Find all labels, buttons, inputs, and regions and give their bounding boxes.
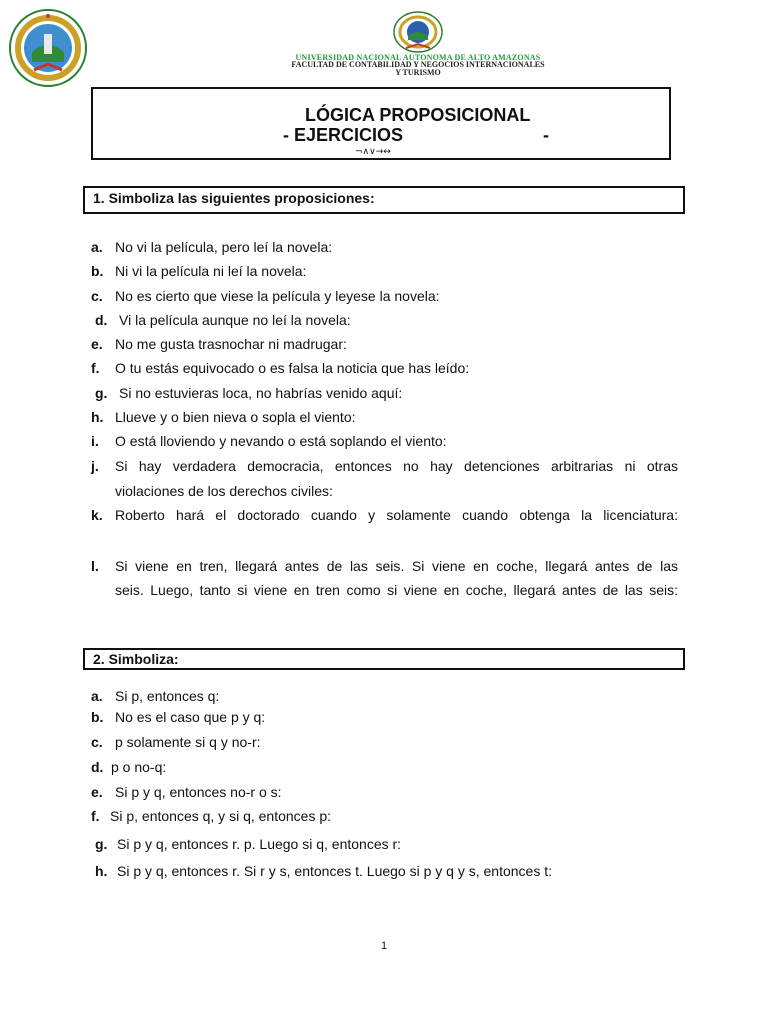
item-letter: e. — [91, 336, 103, 352]
item-letter: i. — [91, 433, 99, 449]
faculty-line-1: FACULTAD DE CONTABILIDAD Y NEGOCIOS INTERNACIONALES — [291, 60, 545, 69]
item-letter: g. — [95, 836, 108, 852]
item-letter: c. — [91, 288, 103, 304]
subtitle-dash: - — [543, 125, 549, 145]
page-title: LÓGICA PROPOSICIONAL — [305, 105, 531, 125]
list-item — [91, 454, 678, 504]
item-text-line-1: Si viene en tren, llegará antes de las seis. Si viene en coche, llegará antes de las — [115, 558, 678, 574]
item-letter: d. — [95, 312, 108, 328]
section-2-box — [83, 648, 685, 670]
item-text: p o no-q: — [111, 759, 167, 775]
item-text: Si p y q, entonces r. p. Luego si q, entonces r: — [117, 836, 402, 852]
university-crest-icon — [392, 10, 444, 54]
item-text: O tu estás equivocado o es falsa la noticia que has leído: — [115, 360, 470, 376]
item-text: No es el caso que p y q: — [115, 709, 266, 725]
logic-symbols: ¬∧∨→↔ — [355, 147, 391, 157]
item-text: Si p, entonces q: — [115, 688, 220, 704]
item-text-line-2: seis. Luego, tanto si viene en tren como si viene en coche, llegará antes de las seis: — [115, 582, 678, 598]
item-text: Si no estuvieras loca, no habrías venido aquí: — [119, 385, 403, 401]
item-letter: f. — [91, 360, 100, 376]
item-letter: h. — [95, 863, 108, 879]
item-text: Llueve y o bien nieva o sopla el viento: — [115, 409, 356, 425]
item-text-line-1: Si hay verdadera democracia, entonces no hay detenciones arbitrarias ni otras — [115, 458, 678, 474]
university-name: UNIVERSIDAD NACIONAL AUTONOMA DE ALTO AMAZONAS — [295, 53, 541, 62]
item-letter: d. — [91, 759, 104, 775]
section-1-heading: 1. Simboliza las siguientes proposiciones: — [93, 190, 375, 206]
item-text: No me gusta trasnochar ni madrugar: — [115, 336, 347, 352]
item-text: Ni vi la película ni leí la novela: — [115, 263, 307, 279]
university-seal-icon — [8, 8, 88, 88]
item-text: Roberto hará el doctorado cuando y solamente cuando obtenga la licenciatura: — [115, 507, 678, 523]
list-item — [91, 554, 678, 604]
item-text: No es cierto que viese la película y leyese la novela: — [115, 288, 440, 304]
faculty-line-2: Y TURISMO — [395, 68, 441, 77]
page-subtitle: - EJERCICIOS — [283, 125, 404, 145]
item-letter: a. — [91, 239, 103, 255]
item-letter: c. — [91, 734, 103, 750]
item-letter: b. — [91, 263, 104, 279]
section-1-box — [83, 186, 685, 214]
item-text: Si p y q, entonces no-r o s: — [115, 784, 282, 800]
item-text: No vi la película, pero leí la novela: — [115, 239, 333, 255]
item-text: Si p, entonces q, y si q, entonces p: — [110, 808, 332, 824]
item-letter: k. — [91, 507, 103, 523]
item-letter: h. — [91, 409, 104, 425]
item-letter: l. — [91, 558, 99, 574]
item-text-line-2: violaciones de los derechos civiles: — [115, 483, 333, 499]
page-number: 1 — [380, 940, 388, 952]
item-letter: e. — [91, 784, 103, 800]
item-text: Vi la película aunque no leí la novela: — [119, 312, 351, 328]
item-letter: g. — [95, 385, 108, 401]
item-letter: f. — [91, 808, 100, 824]
item-text: p solamente si q y no-r: — [115, 734, 261, 750]
title-box — [91, 87, 671, 160]
item-text: O está lloviendo y nevando o está soplando el viento: — [115, 433, 447, 449]
item-letter: b. — [91, 709, 104, 725]
faculty-name — [248, 61, 588, 77]
item-letter: a. — [91, 688, 103, 704]
item-letter: j. — [91, 458, 99, 474]
item-text: Si p y q, entonces r. Si r y s, entonces t. Luego si p y q y s, entonces t: — [117, 863, 553, 879]
section-2-heading: 2. Simboliza: — [93, 651, 179, 667]
